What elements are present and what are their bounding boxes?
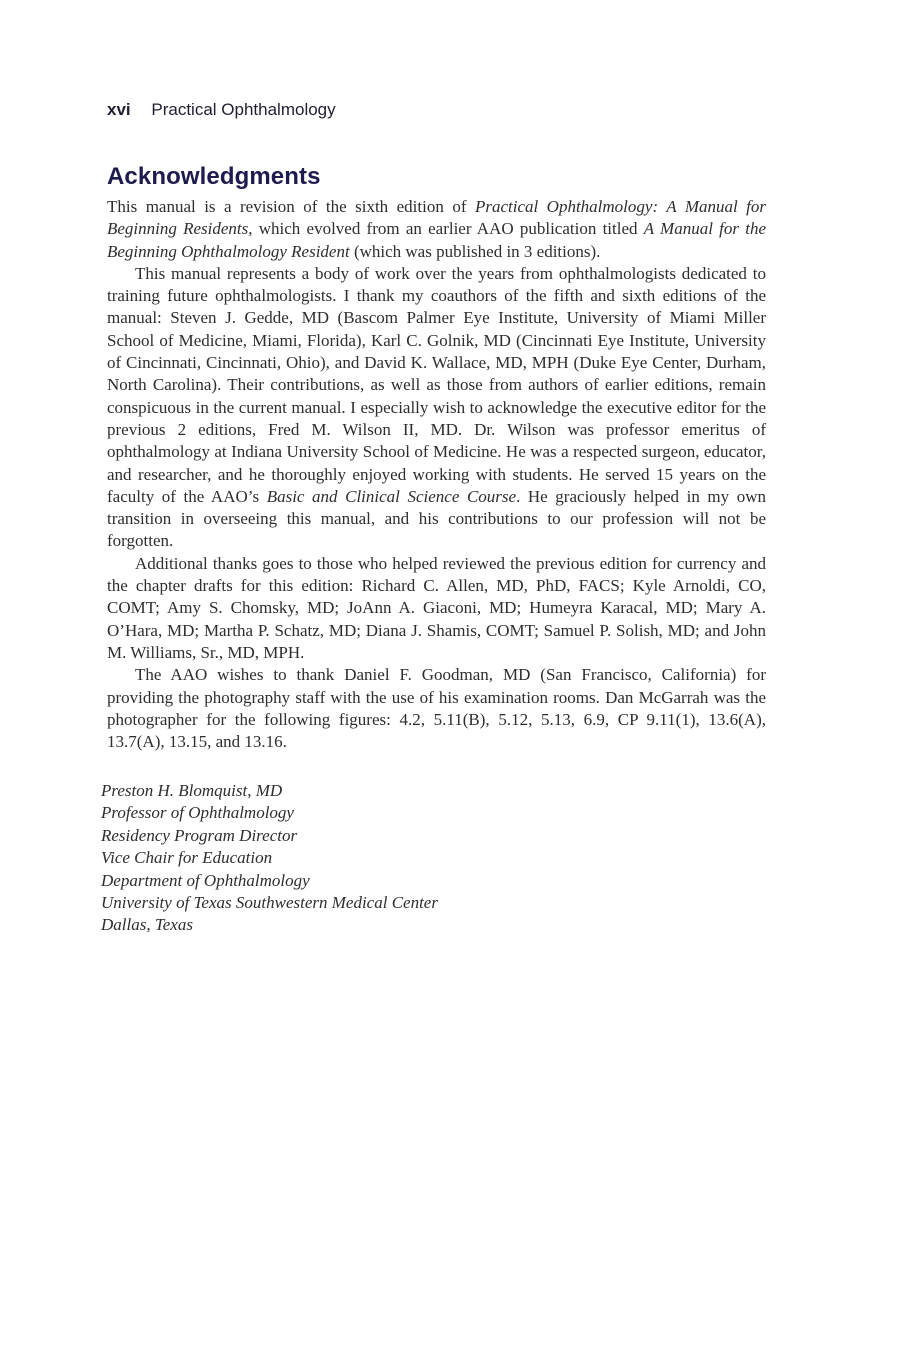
- paragraph-3: Additional thanks goes to those who helped reviewed the previous edition for currency and the chapter drafts for this edition: Richard C. Allen, MD, PhD, FACS; Kyle Arnoldi, CO, COMT; Amy S. Chomsky, MD; JoAnn A. Giaconi, MD; Humeyra Karacal, MD; Mary A. O’Hara, MD; Martha P. Schatz, MD; Diana J. Shamis, COMT; Samuel P. Solish, MD; and John M. Williams, Sr., MD, MPH.: [107, 553, 766, 662]
- book-title: Practical Ophthalmology: [151, 100, 336, 119]
- earlier-title-citation: A Manual for the Beginning Ophthalmology Resident: [107, 219, 767, 261]
- paragraph-2: [107, 263, 766, 553]
- signature-line: Preston H. Blomquist, MD: [101, 781, 283, 800]
- paragraph-2-text-a: This manual represents a body of work over the years from ophthalmologists dedicated to training future ophthalmologists. I thank my coauthors of the fifth and sixth editions of the manual: Steven J. Gedde, MD (Bascom Palmer Eye Institute, University of Miami Miller School of Medicine, Miami, Florida), Karl C. Golnik, MD (Cincinnati Eye Institute, University of Cincinnati, Cincinnati, Ohio), and David K. Wallace, MD, MPH (Duke Eye Center, Durham, North Carolina). Their contributions, as well as those from authors of earlier editions, remain conspicuous in the current manual. I especially wish to acknowledge the executive editor for the previous 2 editions, Fred M. Wilson II, MD. Dr. Wilson was professor emeritus of ophthalmology at Indiana University School of Medicine. He was a respected surgeon, educator, and researcher, and he thoroughly enjoyed working with students. He served 15 years on the faculty of the AAO’s: [107, 263, 766, 506]
- running-header: [107, 100, 336, 120]
- signature-block: [101, 780, 438, 937]
- paragraph-2-text-c: . He graciously helped in my own transition in overseeing this manual, and his contributions to our profession will not be forgotten.: [107, 486, 766, 551]
- paragraph-1-text-c: which evolved from an earlier AAO publication titled: [252, 219, 644, 239]
- signature-line: Department of Ophthalmology: [101, 870, 310, 890]
- page-number: xvi: [107, 100, 131, 119]
- book-title-citation: Practical Ophthalmology: A Manual for Beginning Residents,: [107, 197, 767, 239]
- course-title-citation: Basic and Clinical Science Course: [266, 486, 517, 506]
- paragraph-1-text-e: (which was published in 3 editions).: [349, 241, 601, 261]
- paragraph-1-text-a: This manual is a revision of the sixth edition of: [107, 197, 475, 216]
- paragraph-4: The AAO wishes to thank Daniel F. Goodman, MD (San Francisco, California) for providing the photography staff with the use of his examination rooms. Dan McGarrah was the photographer for the following figures: 4.2, 5.11(B), 5.12, 5.13, 6.9, CP 9.11(1), 13.6(A), 13.7(A), 13.15, and 13.16.: [107, 665, 766, 752]
- signature-line: Vice Chair for Education: [101, 848, 273, 868]
- signature-line: Professor of Ophthalmology: [101, 803, 294, 823]
- signature-line: Residency Program Director: [101, 825, 298, 845]
- paragraph-1: [107, 196, 766, 263]
- signature-line: Dallas, Texas: [101, 915, 193, 935]
- body-text: [107, 196, 766, 753]
- section-heading: Acknowledgments: [107, 163, 321, 190]
- signature-line: University of Texas Southwestern Medical Center: [101, 893, 438, 913]
